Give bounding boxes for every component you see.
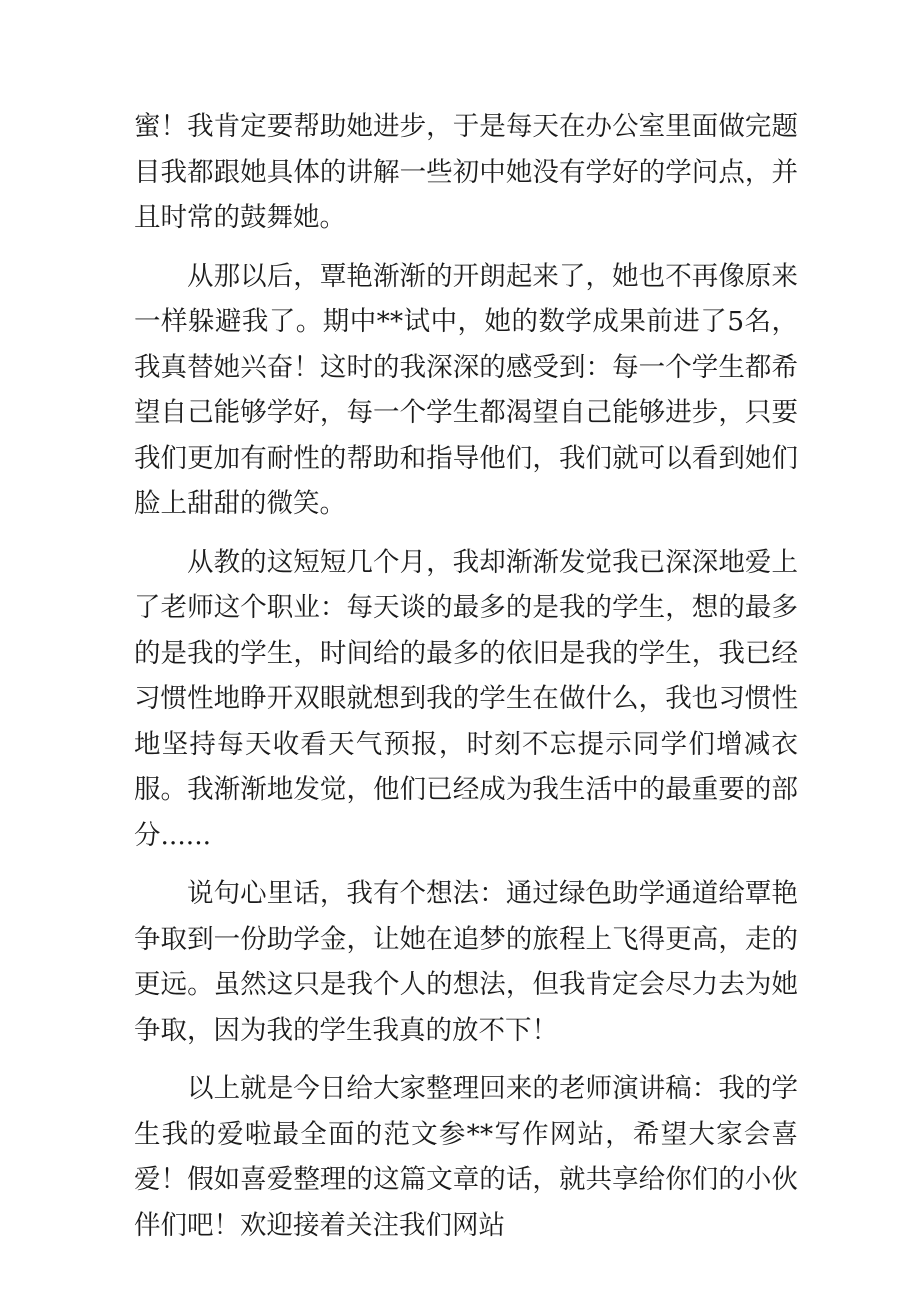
document-body — [134, 104, 798, 1261]
paragraph-2: 从那以后，覃艳渐渐的开朗起来了，她也不再像原来一样躲避我了。期中**试中，她的数学成果前进了5名，我真替她兴奋！这时的我深深的感受到：每一个学生都希望自己能够学好，每一个学生都渴望自己能够进步，只要我们更加有耐性的帮助和指导他们，我们就可以看到她们脸上甜甜的微笑。 — [134, 260, 798, 519]
paragraph-continuation: 蜜！我肯定要帮助她进步，于是每天在办公室里面做完题目我都跟她具体的讲解一些初中她没有学好的学问点，并且时常的鼓舞她。 — [134, 111, 798, 233]
paragraph-3: 从教的这短短几个月，我却渐渐发觉我已深深地爱上了老师这个职业：每天谈的最多的是我的学生，想的最多的是我的学生，时间给的最多的依旧是我的学生，我已经习惯性地睁开双眼就想到我的学生在做什么，我也习惯性地坚持每天收看天气预报，时刻不忘提示同学们增减衣服。我渐渐地发觉，他们已经成为我生活中的最重要的部分...... — [134, 546, 798, 851]
paragraph-5: 以上就是今日给大家整理回来的老师演讲稿：我的学生我的爱啦最全面的范文参**写作网站，希望大家会喜爱！假如喜爱整理的这篇文章的话，就共享给你们的小伙伴们吧！欢迎接着关注我们网站 — [134, 1073, 798, 1241]
paragraph-4: 说句心里话，我有个想法：通过绿色助学通道给覃艳争取到一份助学金，让她在追梦的旅程上飞得更高，走的更远。虽然这只是我个人的想法，但我肯定会尽力去为她争取，因为我的学生我真的放不下！ — [134, 878, 798, 1046]
